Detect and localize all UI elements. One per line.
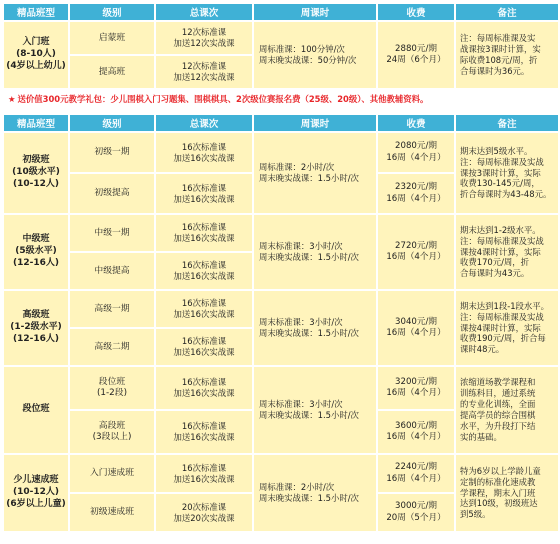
class-name: 少儿速成班 xyxy=(13,475,59,486)
gift-text: 送价值300元教学礼包：少儿围棋入门习题集、围棋棋具、2次级位赛报名费（25级、20级）、其他教辅资料。 xyxy=(17,93,429,104)
level-cell: 提高班 xyxy=(70,56,154,88)
fee-cell xyxy=(378,22,454,88)
fee-amount: 2880元/期 xyxy=(395,43,437,54)
table-header-row xyxy=(4,115,558,131)
class-name: 入门班 xyxy=(22,37,50,48)
weekly-practice: 周末晚实战课：1.5小时/次 xyxy=(259,410,359,420)
header-fee: 收费 xyxy=(378,4,454,20)
bonus-sessions: 加送16次实战课 xyxy=(173,233,235,243)
fee-cell xyxy=(378,133,454,172)
note-line: 课按4课时计算，实际 xyxy=(460,322,541,333)
standard-sessions: 16次标准课 xyxy=(181,336,227,347)
class-name-cell xyxy=(4,367,68,453)
fee-amount: 2240元/期 xyxy=(395,462,437,473)
weekly-standard: 周标准课：2小时/次 xyxy=(259,482,335,493)
note-line: 提高学员的综合围棋 xyxy=(460,410,536,420)
standard-sessions: 16次标准课 xyxy=(181,462,227,473)
level-cell xyxy=(70,367,154,409)
class-size: (12-16人) xyxy=(12,257,59,268)
standard-sessions: 16次标准课 xyxy=(181,377,227,388)
note-line: 课按4课时计算，实际 xyxy=(460,246,541,257)
fee-duration: 16周（4个月） xyxy=(386,152,446,163)
table-row xyxy=(4,455,558,492)
class-size: (10-12人) xyxy=(12,487,59,498)
fee-cell xyxy=(378,291,454,365)
header-fee: 收费 xyxy=(378,115,454,131)
advanced-table xyxy=(2,113,560,533)
level-cell: 高级二期 xyxy=(70,329,154,365)
note-line: 收费130-145元/周， xyxy=(460,178,540,189)
bonus-sessions: 加送16次实战课 xyxy=(173,309,235,319)
weekly-hours-cell xyxy=(254,215,376,289)
note-line: 注：每周标准课及实战 xyxy=(460,235,544,246)
session-count-cell xyxy=(156,455,252,492)
class-level: (10级水平) xyxy=(12,167,60,178)
course-fee-sheet xyxy=(2,2,558,533)
fee-duration: 16周（4个月） xyxy=(386,328,446,338)
header-notes: 备注 xyxy=(456,4,558,20)
note-line: 达到10级，初级班达 xyxy=(460,498,538,509)
standard-sessions: 12次标准课 xyxy=(181,27,227,38)
class-name: 高级班 xyxy=(22,310,50,321)
level-cell: 中级一期 xyxy=(70,215,154,251)
header-weekly-hours: 周课时 xyxy=(254,4,376,20)
standard-sessions: 16次标准课 xyxy=(181,298,227,309)
table-header-row xyxy=(4,4,558,20)
standard-sessions: 16次标准课 xyxy=(181,141,227,152)
session-count-cell xyxy=(156,56,252,88)
note-line: 折合每课时为43-48元。 xyxy=(460,189,552,200)
note-line: 收费190元/周，折合每 xyxy=(460,333,546,344)
weekly-standard: 周末标准课：3小时/次 xyxy=(259,399,343,410)
note-line: 特为6岁以上学龄儿童 xyxy=(460,465,541,476)
note-cell xyxy=(456,215,558,289)
level-name: 段位班 xyxy=(98,377,126,388)
fee-amount: 2080元/期 xyxy=(395,141,437,152)
standard-sessions: 20次标准课 xyxy=(181,501,227,512)
bonus-sessions: 加送16次实战课 xyxy=(173,388,235,398)
class-name: 中级班 xyxy=(22,234,50,245)
standard-sessions: 12次标准课 xyxy=(181,61,227,72)
star-icon: ★ xyxy=(8,93,16,104)
note-line: 合每课时为36元。 xyxy=(460,65,530,76)
weekly-hours-cell xyxy=(254,133,376,213)
fee-duration: 20周（5个月） xyxy=(386,512,446,523)
header-total-sessions: 总课次 xyxy=(156,4,252,20)
bonus-sessions: 加送16次实战课 xyxy=(173,152,235,163)
header-level: 级别 xyxy=(70,4,154,20)
session-count-cell xyxy=(156,494,252,531)
class-level: (5级水平) xyxy=(15,246,57,257)
weekly-hours-cell xyxy=(254,22,376,88)
fee-duration: 16周（4个月） xyxy=(386,388,446,398)
weekly-standard: 周末标准课：3小时/次 xyxy=(259,241,343,252)
note-cell xyxy=(456,455,558,531)
session-count-cell xyxy=(156,133,252,172)
class-name-cell xyxy=(4,215,68,289)
class-size: (12-16人) xyxy=(12,333,59,344)
session-count-cell xyxy=(156,22,252,54)
level-cell: 启蒙班 xyxy=(70,22,154,54)
session-count-cell xyxy=(156,329,252,365)
level-cell: 初级提高 xyxy=(70,174,154,213)
header-level: 级别 xyxy=(70,115,154,131)
level-cell: 中级提高 xyxy=(70,253,154,289)
fee-amount: 2320元/期 xyxy=(395,182,437,193)
bonus-sessions: 加送16次实战课 xyxy=(173,347,235,357)
note-cell xyxy=(456,367,558,453)
note-line: 课时48元。 xyxy=(460,344,505,355)
table-row xyxy=(4,367,558,409)
class-name-cell xyxy=(4,133,68,213)
standard-sessions: 16次标准课 xyxy=(181,222,227,233)
session-count-cell xyxy=(156,253,252,289)
standard-sessions: 16次标准课 xyxy=(181,260,227,271)
note-line: 浓缩道场教学课程和 xyxy=(460,377,536,388)
fee-duration: 16周（4个月） xyxy=(386,432,446,442)
table-row xyxy=(4,291,558,327)
fee-amount: 3200元/期 xyxy=(395,376,437,387)
fee-amount: 3040元/期 xyxy=(395,316,437,327)
level-cell: 高级一期 xyxy=(70,291,154,327)
note-line: 注：每周标准课及实战 xyxy=(460,156,544,167)
level-range: (1-2段) xyxy=(96,388,128,398)
note-line: 期末达到5级水平。 xyxy=(460,145,533,156)
class-name-cell xyxy=(4,291,68,365)
note-line: 期末达到1-2级水平。 xyxy=(460,224,541,235)
class-level: (1-2级水平) xyxy=(10,322,62,333)
session-count-cell xyxy=(156,411,252,453)
weekly-practice: 周末晚实战课：1.5小时/次 xyxy=(259,173,359,183)
note-cell xyxy=(456,22,558,88)
weekly-practice: 周末晚实战课：50分钟/次 xyxy=(259,55,357,65)
class-age: (6岁以上儿童) xyxy=(6,498,66,509)
fee-amount: 2720元/期 xyxy=(395,240,437,251)
standard-sessions: 16次标准课 xyxy=(181,182,227,193)
level-cell xyxy=(70,411,154,453)
note-line: 学课程，期末入门班 xyxy=(460,487,536,498)
fee-duration: 16周（4个月） xyxy=(386,473,446,484)
class-name-cell xyxy=(4,455,68,531)
class-size: (8-10人) xyxy=(16,49,56,60)
table-row xyxy=(4,215,558,251)
note-line: 的专业化训练，全面 xyxy=(460,399,536,410)
header-class-type: 精品班型 xyxy=(4,4,68,20)
class-name-cell xyxy=(4,22,68,88)
note-line: 实的基础。 xyxy=(460,431,502,442)
fee-cell xyxy=(378,411,454,453)
fee-duration: 16周（4个月） xyxy=(386,252,446,262)
standard-sessions: 16次标准课 xyxy=(181,421,227,432)
fee-cell xyxy=(378,455,454,492)
note-line: 注：每周标准课及实 xyxy=(460,33,536,44)
class-name: 段位班 xyxy=(22,404,50,415)
fee-cell xyxy=(378,494,454,531)
note-line: 注：每周标准课及实战 xyxy=(460,311,544,322)
weekly-practice: 周末晚实战课：1.5小时/次 xyxy=(259,252,359,262)
session-count-cell xyxy=(156,291,252,327)
header-class-type: 精品班型 xyxy=(4,115,68,131)
note-cell xyxy=(456,291,558,365)
note-line: 收费170元/周，折 xyxy=(460,257,530,268)
header-total-sessions: 总课次 xyxy=(156,115,252,131)
bonus-sessions: 加送12次实战课 xyxy=(173,38,235,48)
weekly-standard: 周标准课：100分钟/次 xyxy=(259,44,345,55)
fee-cell xyxy=(378,367,454,409)
level-cell: 入门速成班 xyxy=(70,455,154,492)
level-cell: 初级速成班 xyxy=(70,494,154,531)
fee-duration: 24周（6个月） xyxy=(386,55,446,65)
level-range: (3段以上) xyxy=(92,432,132,442)
level-name: 高段班 xyxy=(98,421,126,432)
note-line: 课按3课时计算，实际 xyxy=(460,167,541,178)
table-row xyxy=(4,22,558,54)
session-count-cell xyxy=(156,215,252,251)
weekly-standard: 周标准课：2小时/次 xyxy=(259,162,335,173)
note-line: 战课按3课时计算，实 xyxy=(460,44,541,55)
fee-amount: 3000元/期 xyxy=(395,501,437,512)
weekly-hours-cell xyxy=(254,291,376,365)
table-row xyxy=(4,133,558,172)
note-cell xyxy=(456,133,558,213)
note-line: 到5级。 xyxy=(460,509,491,520)
weekly-standard: 周末标准课：3小时/次 xyxy=(259,317,343,328)
fee-cell xyxy=(378,174,454,213)
session-count-cell xyxy=(156,174,252,213)
bonus-sessions: 加送20次实战课 xyxy=(173,512,235,523)
session-count-cell xyxy=(156,367,252,409)
weekly-hours-cell xyxy=(254,367,376,453)
weekly-hours-cell xyxy=(254,455,376,531)
beginner-table xyxy=(2,2,560,90)
fee-amount: 3600元/期 xyxy=(395,420,437,431)
weekly-practice: 周末晚实战课：1.5小时/次 xyxy=(259,328,359,338)
note-line: 合每课时为43元。 xyxy=(460,268,530,279)
note-line: 期末达到1段-1段水平。 xyxy=(460,300,550,311)
header-weekly-hours: 周课时 xyxy=(254,115,376,131)
header-notes: 备注 xyxy=(456,115,558,131)
note-line: 定制的标准化速成教 xyxy=(460,476,536,487)
note-line: 水平，为升段打下结 xyxy=(460,420,536,431)
class-name: 初级班 xyxy=(22,155,50,166)
class-size: (10-12人) xyxy=(12,178,59,189)
fee-duration: 16周（4个月） xyxy=(386,193,446,204)
note-line: 训练科目，通过系统 xyxy=(460,388,536,399)
bonus-sessions: 加送16次实战课 xyxy=(173,473,235,484)
gift-banner xyxy=(2,90,558,107)
bonus-sessions: 加送16次实战课 xyxy=(173,271,235,281)
fee-cell xyxy=(378,215,454,289)
class-age: (4岁以上幼儿) xyxy=(6,60,66,71)
level-cell: 初级一期 xyxy=(70,133,154,172)
note-line: 际收费108元/周，折 xyxy=(460,55,538,65)
weekly-practice: 周末晚实战课：1.5小时/次 xyxy=(259,493,359,503)
bonus-sessions: 加送16次实战课 xyxy=(173,432,235,442)
bonus-sessions: 加送16次实战课 xyxy=(173,193,235,204)
bonus-sessions: 加送12次实战课 xyxy=(173,72,235,82)
